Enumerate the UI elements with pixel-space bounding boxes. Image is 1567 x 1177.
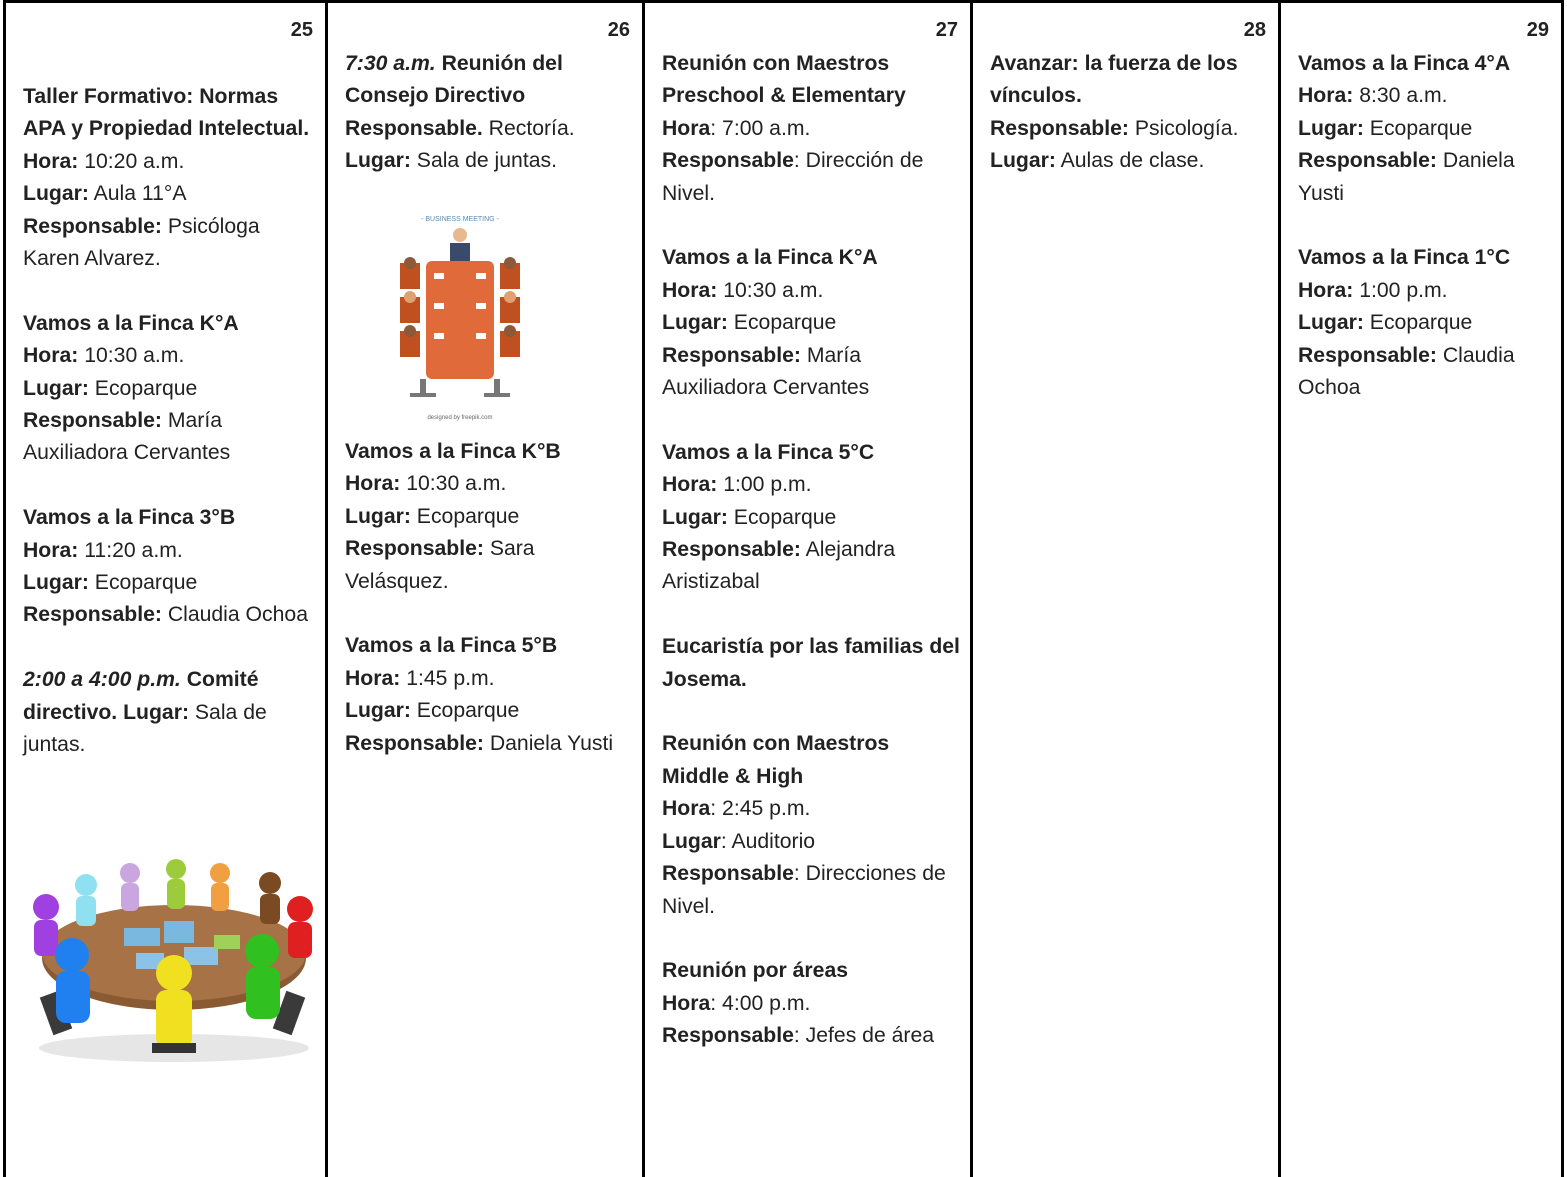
field-label: Lugar:: [123, 700, 190, 724]
field-label: Responsable: [662, 862, 794, 886]
field-value: : Auditorio: [720, 829, 816, 853]
field-label: Responsable:: [1298, 149, 1437, 173]
field-label: Lugar:: [990, 149, 1056, 173]
day-column-25: [3, 0, 325, 1177]
field-label: Hora:: [345, 472, 401, 496]
event-title: Vamos a la Finca K°A: [662, 246, 878, 270]
event-entry: [990, 48, 1268, 178]
field-value: : 7:00 a.m.: [710, 116, 811, 140]
field-value: 1:00 p.m.: [717, 473, 812, 497]
field-value: Sala de juntas.: [410, 149, 557, 173]
event-entry: [23, 308, 315, 470]
field-label: Hora:: [345, 666, 401, 690]
day-content: [23, 81, 315, 773]
event-entry: [662, 631, 960, 696]
field-value: Claudia Ochoa: [161, 603, 308, 627]
event-entry: [662, 437, 960, 599]
event-entry: [23, 664, 315, 761]
field-label: Responsable.: [345, 116, 483, 140]
field-label: Responsable:: [345, 731, 484, 755]
field-value: : Dirección de Nivel.: [662, 149, 924, 205]
event-title: Vamos a la Finca 1°C: [1298, 246, 1511, 270]
day-content-lower: [345, 436, 632, 792]
day-content: [345, 48, 632, 210]
field-value: 1:45 p.m.: [400, 666, 495, 690]
event-title: Taller Formativo: Normas APA y Propiedad Intelectual.: [23, 85, 310, 141]
event-title: Reunión con Maestros Middle & High: [662, 732, 890, 788]
day-number: 29: [1526, 19, 1549, 41]
field-value: 1:00 p.m.: [1353, 278, 1448, 302]
field-value: : Direcciones de Nivel.: [662, 862, 946, 918]
event-time: 2:00 a 4:00 p.m.: [23, 668, 181, 692]
field-value: Aula 11°A: [88, 182, 187, 206]
day-number: 26: [607, 19, 630, 41]
field-value: Ecoparque: [1363, 116, 1473, 140]
field-label: Lugar:: [23, 571, 89, 595]
field-label: Hora:: [662, 473, 718, 497]
field-value: Ecoparque: [727, 505, 837, 529]
field-label: Lugar:: [345, 149, 411, 173]
event-title: Vamos a la Finca 4°A: [1298, 52, 1511, 75]
field-value: 8:30 a.m.: [1353, 84, 1448, 108]
field-value: Psicóloga Karen Alvarez.: [23, 214, 260, 271]
field-label: Lugar:: [662, 311, 728, 335]
event-title: Avanzar: la fuerza de los vínculos.: [990, 52, 1238, 108]
field-value: Daniela Yusti: [483, 731, 614, 755]
field-label: Hora:: [1298, 278, 1354, 302]
field-label: Hora: [662, 991, 711, 1015]
event-entry: [345, 48, 632, 178]
illustration-caption: - BUSINESS MEETING -: [421, 216, 499, 223]
field-value: Claudia Ochoa: [1298, 343, 1515, 400]
event-title: Vamos a la Finca K°A: [23, 311, 239, 335]
field-label: Hora:: [23, 538, 79, 562]
event-title: Reunión por áreas: [662, 959, 849, 983]
field-label: Responsable:: [662, 343, 801, 367]
field-label: Responsable:: [345, 537, 484, 561]
field-label: Hora:: [23, 344, 79, 368]
event-title: Vamos a la Finca 5°B: [345, 634, 558, 658]
day-number: 28: [1243, 19, 1266, 41]
field-value: Alejandra Aristizabal: [662, 538, 896, 594]
field-label: Hora:: [662, 278, 718, 302]
field-value: Aulas de clase.: [1055, 149, 1205, 173]
field-value: 11:20 a.m.: [78, 538, 183, 562]
team-meeting-illustration: [24, 843, 324, 1068]
field-label: Responsable:: [23, 603, 162, 627]
day-column-26: [325, 0, 642, 1177]
field-value: Ecoparque: [88, 376, 198, 400]
event-entry: [662, 48, 960, 210]
field-value: María Auxiliadora Cervantes: [662, 343, 870, 400]
day-content: [990, 48, 1268, 210]
field-label: Responsable:: [1298, 343, 1437, 367]
field-label: Responsable:: [990, 116, 1129, 140]
field-label: Lugar:: [23, 182, 89, 206]
field-label: Lugar:: [662, 505, 728, 529]
field-value: : 2:45 p.m.: [710, 797, 811, 821]
day-column-29: [1278, 0, 1564, 1177]
day-number: 25: [290, 19, 313, 41]
field-value: María Auxiliadora Cervantes: [23, 409, 231, 465]
field-label: Lugar:: [23, 376, 89, 400]
event-title: Reunión del Consejo Directivo: [345, 52, 563, 108]
field-label: Responsable:: [23, 409, 162, 433]
field-value: Ecoparque: [1363, 311, 1473, 335]
event-entry: [662, 728, 960, 922]
field-value: 10:30 a.m.: [400, 472, 507, 496]
event-entry: [23, 81, 315, 275]
field-value: 10:30 a.m.: [78, 344, 185, 368]
illustration-credit: designed by freepik.com: [427, 415, 493, 421]
field-value: Psicología.: [1128, 116, 1239, 140]
field-value: : 4:00 p.m.: [710, 991, 811, 1015]
field-value: Ecoparque: [727, 311, 837, 335]
field-label: Responsable:: [662, 538, 801, 562]
field-label: Lugar:: [1298, 311, 1364, 335]
field-label: Hora: [662, 797, 711, 821]
field-value: : Jefes de área: [793, 1024, 935, 1048]
field-value: 10:20 a.m.: [78, 149, 185, 173]
field-label: Hora:: [1298, 84, 1354, 108]
day-content: [1298, 48, 1551, 437]
field-label: Lugar:: [345, 504, 411, 528]
event-entry: [1298, 242, 1551, 404]
business-meeting-illustration: [390, 213, 530, 423]
event-title: Eucaristía por las familias del Josema.: [662, 635, 960, 691]
event-title: Vamos a la Finca 5°C: [662, 440, 875, 464]
event-title: Comité directivo.: [23, 668, 259, 724]
field-value: Ecoparque: [410, 504, 520, 528]
event-entry: [1298, 48, 1551, 210]
field-value: Ecoparque: [410, 699, 520, 723]
event-entry: [345, 630, 632, 760]
field-value: Sara Velásquez.: [345, 537, 535, 593]
field-label: Lugar:: [1298, 116, 1364, 140]
event-entry: [662, 242, 960, 404]
field-value: 10:30 a.m.: [717, 278, 824, 302]
field-label: Hora: [662, 116, 711, 140]
event-time: 7:30 a.m.: [345, 52, 436, 75]
event-title: Vamos a la Finca K°B: [345, 440, 561, 463]
day-column-28: [970, 0, 1278, 1177]
event-entry: [345, 436, 632, 598]
field-label: Responsable: [662, 149, 794, 173]
day-number: 27: [935, 19, 958, 41]
event-title: Vamos a la Finca 3°B: [23, 506, 236, 530]
field-value: Sala de juntas.: [23, 700, 267, 757]
field-label: Hora:: [23, 149, 79, 173]
field-label: Lugar: [662, 829, 721, 853]
field-label: Responsable:: [23, 214, 162, 238]
event-entry: [23, 502, 315, 632]
field-label: Lugar:: [345, 699, 411, 723]
event-title: Reunión con Maestros Preschool & Elementary: [662, 52, 906, 108]
field-label: Responsable: [662, 1024, 794, 1048]
day-column-27: [642, 0, 970, 1177]
event-entry: [662, 955, 960, 1052]
field-value: Ecoparque: [88, 571, 198, 595]
field-value: Daniela Yusti: [1298, 149, 1515, 205]
day-content: [662, 48, 960, 1085]
field-value: Rectoría.: [482, 116, 575, 140]
